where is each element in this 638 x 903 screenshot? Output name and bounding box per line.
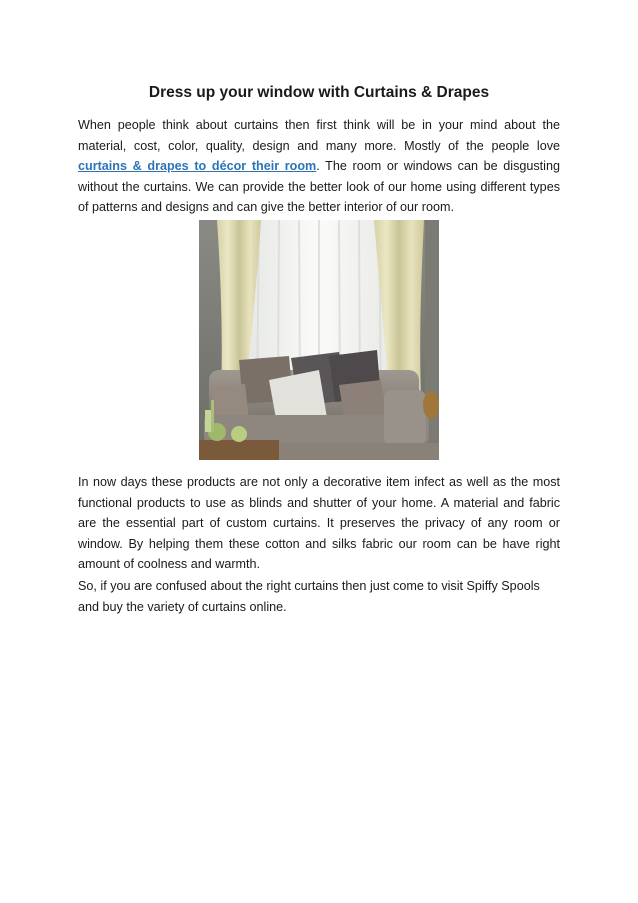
functional-paragraph: In now days these products are not only a decorative item infect as well as the most functional products to use as blinds and shutter of your home. A material and fabric are the essential part of custom curtains. It preserves the privacy of any room or window. By helping them these cotton and silks fabric our room can be have right amount of coolness and warmth. [78, 475, 560, 572]
document-title: Dress up your window with Curtains & Drapes [148, 84, 490, 101]
intro-text-start: When people think about curtains then first think will be in your mind about the material, cost, color, quality, design and many more. Mostly of the people love [78, 118, 560, 153]
closing-paragraph: So, if you are confused about the right curtains then just come to visit Spiffy Spools and buy the variety of curtains online. [78, 579, 540, 614]
intro-paragraph [78, 115, 560, 218]
living-room-curtains-photo [199, 220, 439, 460]
curtains-drapes-link[interactable]: curtains & drapes to décor their room [78, 159, 317, 174]
intro-text-end: . The room or windows can be disgusting without the curtains. We can provide the better look of our home using different types of patterns and designs and can give the better interior of our room. [78, 159, 560, 215]
